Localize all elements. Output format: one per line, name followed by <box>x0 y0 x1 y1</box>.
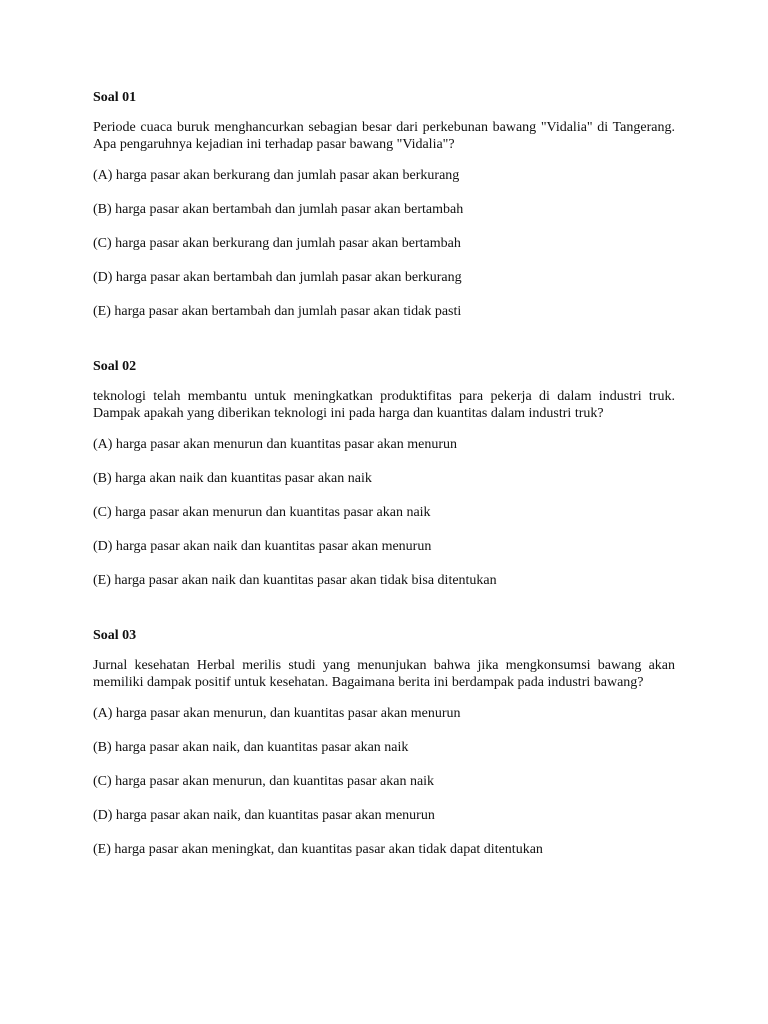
question-soal-02 <box>93 358 675 589</box>
answer-option-e: (E) harga pasar akan meningkat, dan kuantitas pasar akan tidak dapat ditentukan <box>93 842 543 857</box>
answer-option-c: (C) harga pasar akan menurun dan kuantitas pasar akan naik <box>93 505 431 520</box>
answer-option-a: (A) harga pasar akan menurun, dan kuantitas pasar akan menurun <box>93 706 461 721</box>
answer-option-b: (B) harga akan naik dan kuantitas pasar akan naik <box>93 471 372 486</box>
question-heading: Soal 02 <box>93 359 137 374</box>
answer-option-b: (B) harga pasar akan bertambah dan jumlah pasar akan bertambah <box>93 202 464 217</box>
question-soal-01 <box>93 89 675 320</box>
question-text: Periode cuaca buruk menghancurkan sebagian besar dari perkebunan bawang "Vidalia" di Tangerang. Apa pengaruhnya kejadian ini terhadap pasar bawang "Vidalia"? <box>93 120 675 152</box>
document-page <box>93 89 675 858</box>
answer-option-c: (C) harga pasar akan berkurang dan jumlah pasar akan bertambah <box>93 236 461 251</box>
answer-option-a: (A) harga pasar akan menurun dan kuantitas pasar akan menurun <box>93 437 457 452</box>
question-text: teknologi telah membantu untuk meningkatkan produktifitas para pekerja di dalam industri truk. Dampak apakah yang diberikan teknologi ini pada harga dan kuantitas dalam industri truk? <box>93 389 675 421</box>
answer-option-d: (D) harga pasar akan naik dan kuantitas pasar akan menurun <box>93 539 432 554</box>
answer-option-d: (D) harga pasar akan bertambah dan jumlah pasar akan berkurang <box>93 270 462 285</box>
question-heading: Soal 01 <box>93 90 137 105</box>
question-soal-03 <box>93 627 675 858</box>
answer-option-b: (B) harga pasar akan naik, dan kuantitas pasar akan naik <box>93 740 409 755</box>
question-text: Jurnal kesehatan Herbal merilis studi yang menunjukan bahwa jika mengkonsumsi bawang akan memiliki dampak positif untuk kesehatan. Bagaimana berita ini berdampak pada industri bawang? <box>93 658 675 690</box>
answer-option-a: (A) harga pasar akan berkurang dan jumlah pasar akan berkurang <box>93 168 460 183</box>
answer-option-e: (E) harga pasar akan bertambah dan jumlah pasar akan tidak pasti <box>93 304 462 319</box>
question-heading: Soal 03 <box>93 628 137 643</box>
answer-option-e: (E) harga pasar akan naik dan kuantitas pasar akan tidak bisa ditentukan <box>93 573 497 588</box>
answer-option-d: (D) harga pasar akan naik, dan kuantitas pasar akan menurun <box>93 808 435 823</box>
answer-option-c: (C) harga pasar akan menurun, dan kuantitas pasar akan naik <box>93 774 435 789</box>
